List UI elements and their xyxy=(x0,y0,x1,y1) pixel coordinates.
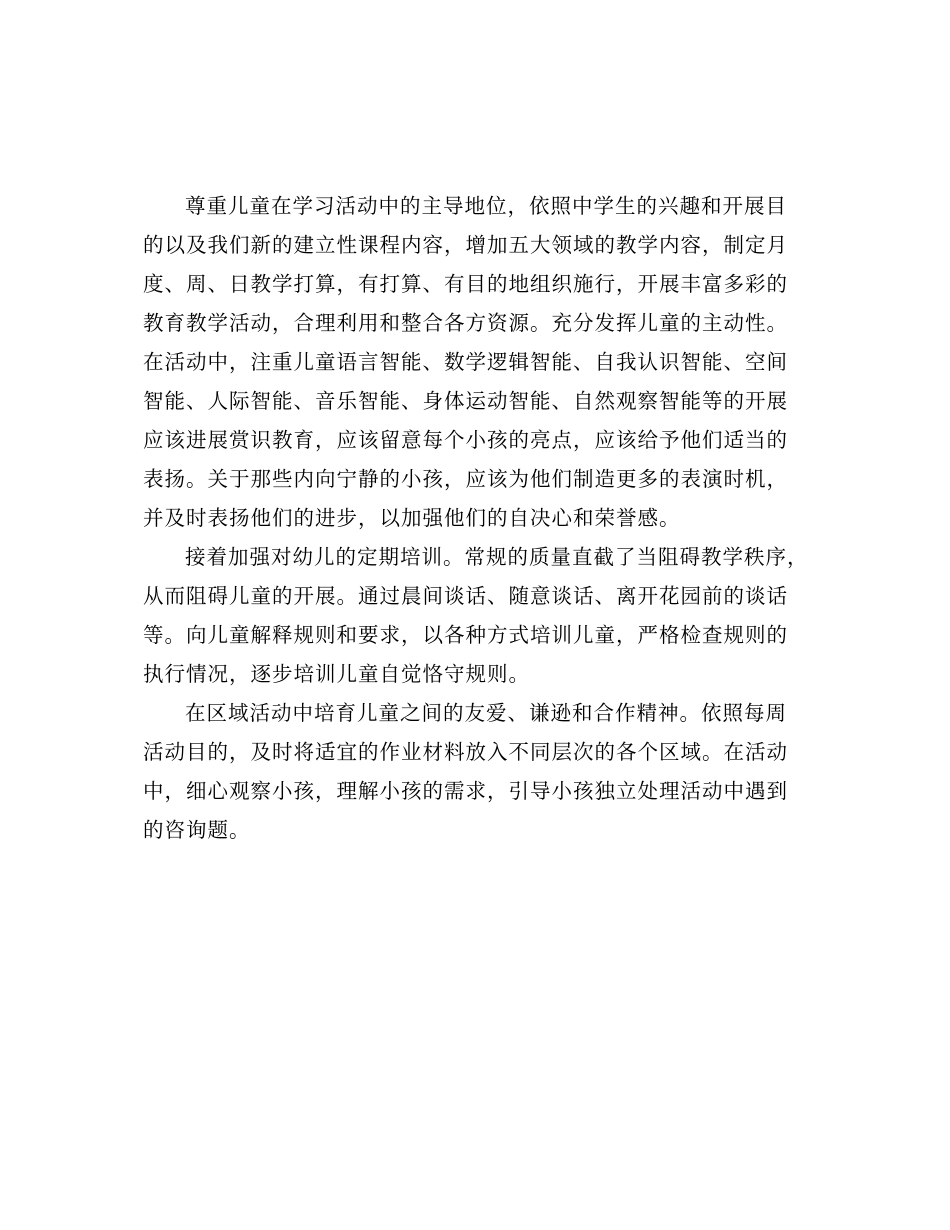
paragraph-line: 接着加强对幼儿的定期培训。常规的质量直截了当阻碍教学秩序， xyxy=(185,545,809,569)
paragraph-line: 并及时表扬他们的进步，以加强他们的自决心和荣誉感。 xyxy=(143,506,681,530)
paragraph-line: 度、周、日教学打算，有打算、有目的地组织施行，开展丰富多彩的 xyxy=(143,272,788,296)
paragraph-line: 的咨询题。 xyxy=(143,818,251,842)
paragraph-line: 执行情况，逐步培训儿童自觉恪守规则。 xyxy=(143,662,530,686)
paragraph-line: 等。向儿童解释规则和要求，以各种方式培训儿童，严格检查规则的 xyxy=(143,623,788,647)
paragraph-line: 表扬。关于那些内向宁静的小孩，应该为他们制造更多的表演时机， xyxy=(143,467,788,491)
paragraph-line: 的以及我们新的建立性课程内容，增加五大领域的教学内容，制定月 xyxy=(143,233,788,257)
paragraph-1 xyxy=(143,187,823,538)
paragraph-3 xyxy=(143,694,823,850)
document-body xyxy=(143,187,823,850)
paragraph-line: 在活动中，注重儿童语言智能、数学逻辑智能、自我认识智能、空间 xyxy=(143,350,788,374)
paragraph-line: 活动目的，及时将适宜的作业材料放入不同层次的各个区域。在活动 xyxy=(143,740,788,764)
paragraph-line: 智能、人际智能、音乐智能、身体运动智能、自然观察智能等的开展 xyxy=(143,389,788,413)
paragraph-line: 在区域活动中培育儿童之间的友爱、谦逊和合作精神。依照每周 xyxy=(185,701,787,725)
paragraph-line: 应该进展赏识教育，应该留意每个小孩的亮点，应该给予他们适当的 xyxy=(143,428,788,452)
paragraph-line: 中，细心观察小孩，理解小孩的需求，引导小孩独立处理活动中遇到 xyxy=(143,779,788,803)
paragraph-2 xyxy=(143,538,823,694)
paragraph-line: 尊重儿童在学习活动中的主导地位，依照中学生的兴趣和开展目 xyxy=(185,194,787,218)
paragraph-line: 教育教学活动，合理利用和整合各方资源。充分发挥儿童的主动性。 xyxy=(143,311,788,335)
paragraph-line: 从而阻碍儿童的开展。通过晨间谈话、随意谈话、离开花园前的谈话 xyxy=(143,584,788,608)
